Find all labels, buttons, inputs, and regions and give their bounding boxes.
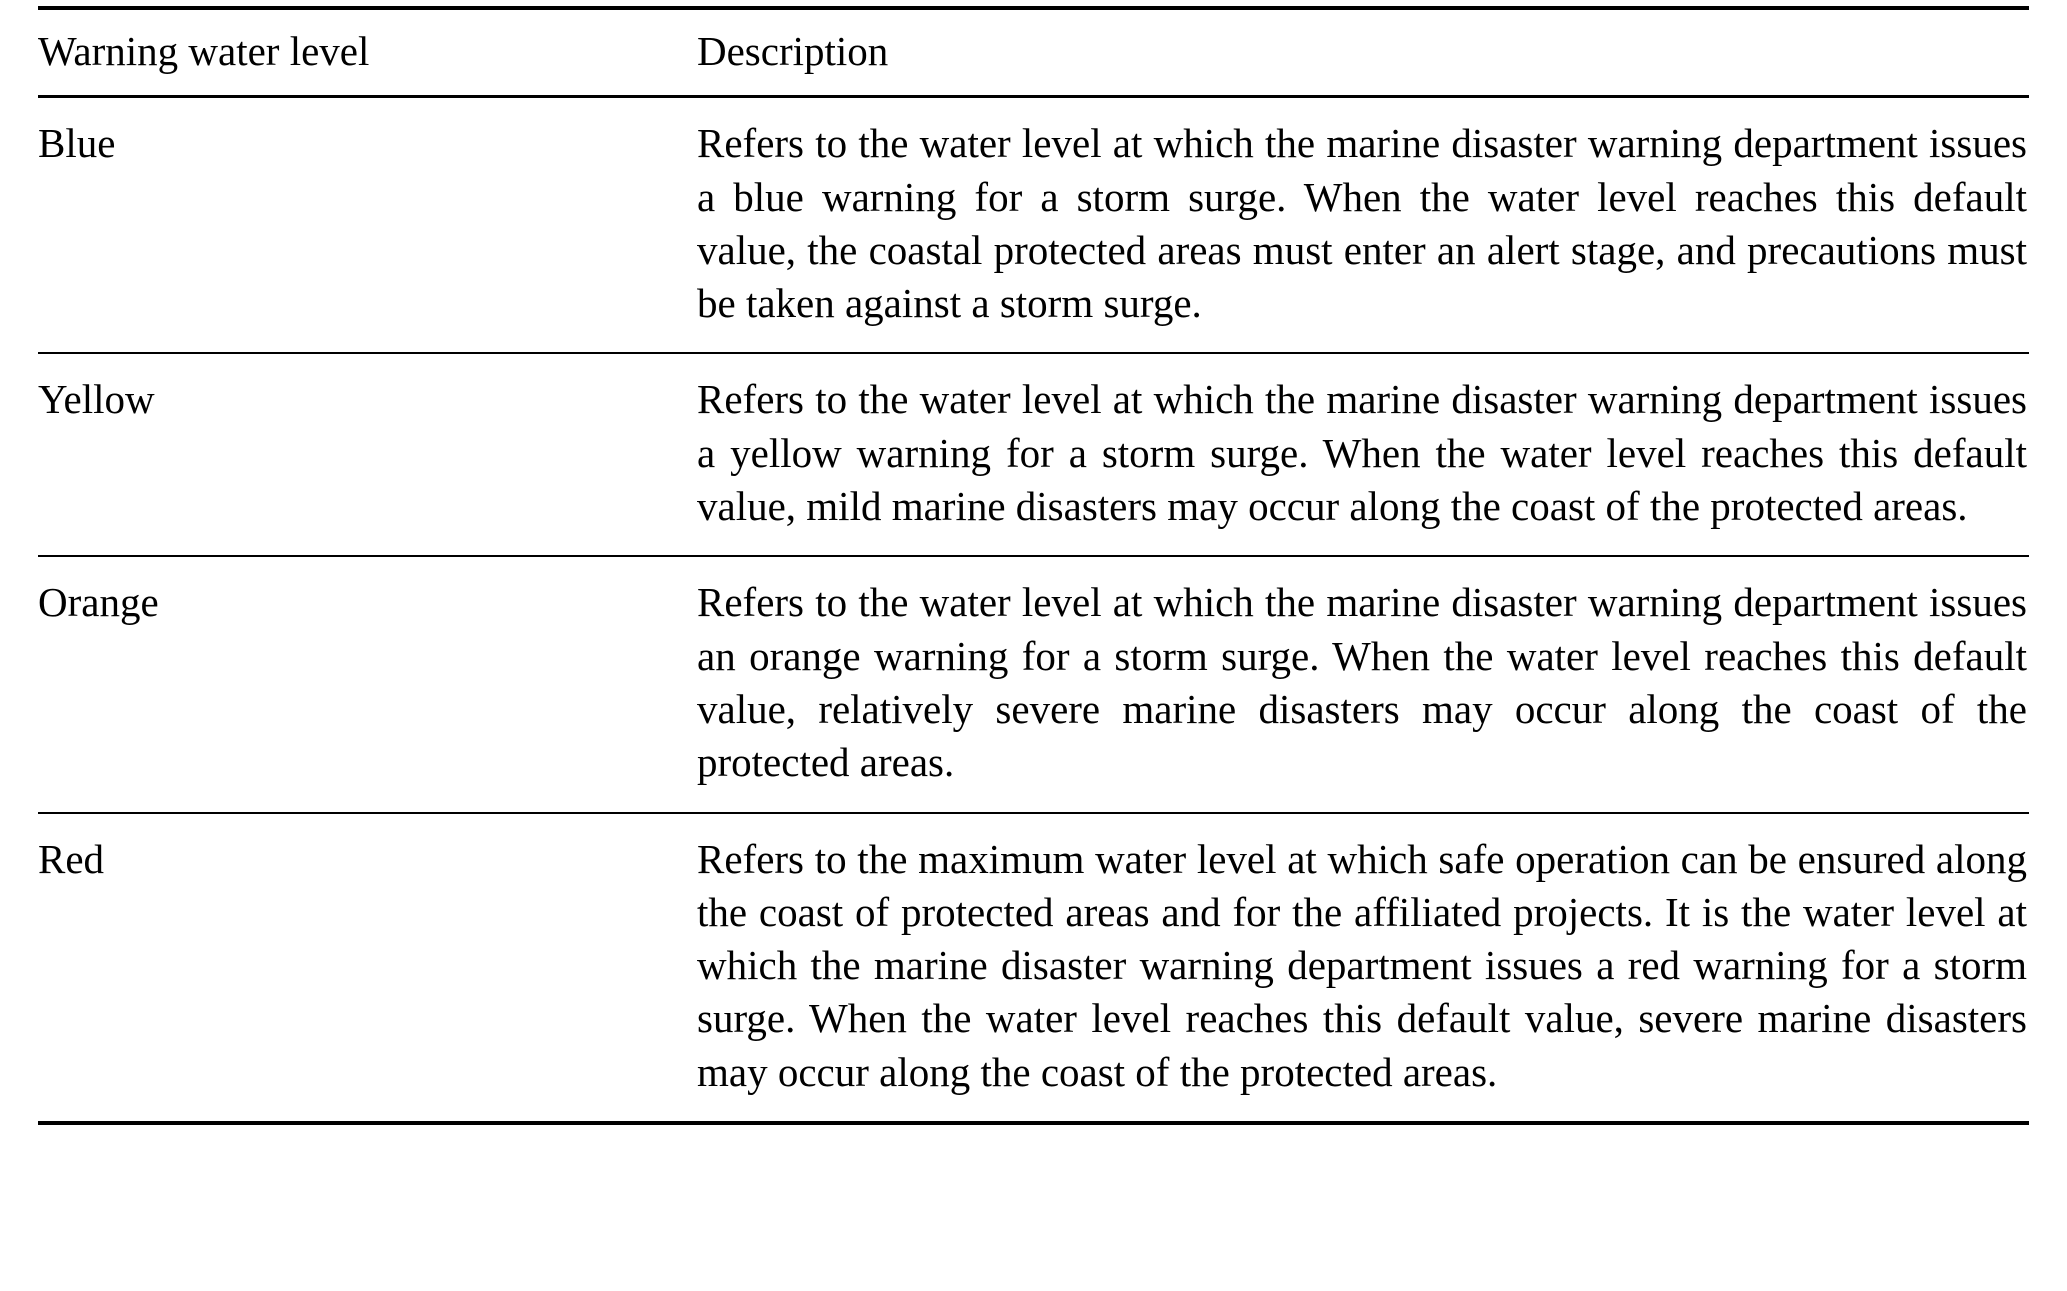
cell-description-text: Refers to the water level at which the marine disaster warning department issues a blue warning for a storm surge. When the water level reaches this default value, the coastal protected areas must enter an alert stage, and precautions must be taken against a storm surge. [697,120,2027,327]
cell-warning-level: Yellow [38,353,693,556]
cell-description-text: Refers to the maximum water level at which safe operation can be ensured along the coast of protected areas and for the affiliated projects. It is the water level at which the marine disaster warning department issues a red warning for a storm surge. When the water level reaches this default value, severe marine disasters may occur along the coast of the protected areas. [697,835,2027,1095]
cell-description-text: Refers to the water level at which the marine disaster warning department issues a yellow warning for a storm surge. When the water level reaches this default value, mild marine disasters may occur along the coast of the protected areas. [697,376,2027,530]
table-row [38,556,2029,812]
table-header [38,8,2029,97]
cell-description-text: Refers to the water level at which the marine disaster warning department issues an orange warning for a storm surge. When the water level reaches this default value, relatively severe marine disasters may occur along the coast of the protected areas. [697,579,2027,786]
cell-description [693,813,2029,1123]
column-header-warning-water-level: Warning water level [38,8,693,97]
table-body [38,97,2029,1123]
column-header-description: Description [693,8,2029,97]
cell-warning-level: Blue [38,97,693,354]
cell-description [693,97,2029,354]
cell-description [693,353,2029,556]
table-row [38,353,2029,556]
cell-warning-level: Orange [38,556,693,812]
table-row [38,97,2029,354]
warning-water-level-table [38,6,2029,1125]
cell-description [693,556,2029,812]
cell-warning-level: Red [38,813,693,1123]
table-row [38,813,2029,1123]
table-header-row [38,8,2029,97]
